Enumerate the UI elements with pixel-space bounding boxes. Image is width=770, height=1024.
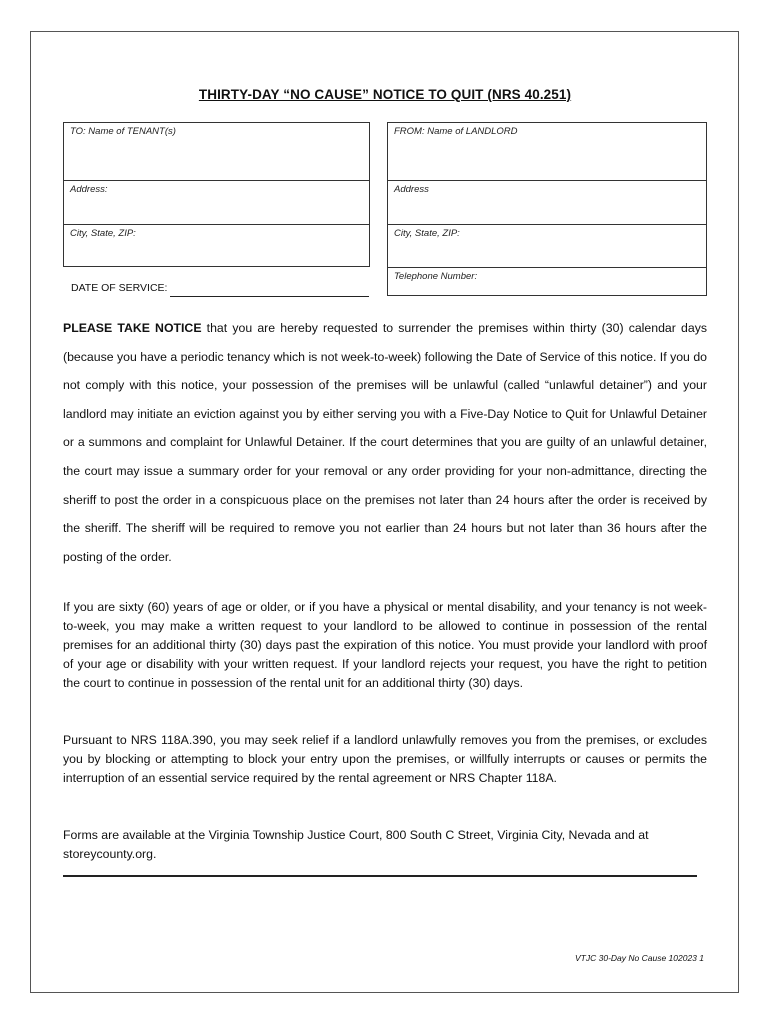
tenant-city-label: City, State, ZIP: (70, 228, 136, 239)
notice-lead: PLEASE TAKE NOTICE (63, 321, 202, 335)
date-of-service-input-line[interactable] (170, 296, 369, 297)
footer-text: VTJC 30-Day No Cause 102023 1 (575, 953, 704, 963)
relief-paragraph: Pursuant to NRS 118A.390, you may seek relief if a landlord unlawfully removes you from the premises, or excludes you by blocking or attempting to block your entry upon the premises, or willfully interrupts or causes or permits the interruption of an essential service required by the rental agreement or NRS Chapter 118A. (63, 733, 707, 785)
landlord-city-label: City, State, ZIP: (394, 228, 460, 239)
tenant-address-label: Address: (70, 184, 108, 195)
landlord-name-field[interactable] (388, 123, 706, 180)
tenant-city-field[interactable] (64, 224, 369, 267)
horizontal-rule (63, 875, 697, 877)
landlord-phone-label: Telephone Number: (394, 271, 478, 282)
landlord-phone-field[interactable] (388, 267, 706, 296)
landlord-address-label: Address (394, 184, 429, 195)
landlord-address-field[interactable] (388, 180, 706, 224)
notice-paragraph (63, 314, 707, 571)
landlord-info-box (387, 122, 707, 296)
tenant-info-box (63, 122, 370, 267)
landlord-city-field[interactable] (388, 224, 706, 267)
date-of-service-label: DATE OF SERVICE: (71, 282, 168, 294)
age-disability-paragraph: If you are sixty (60) years of age or older, or if you have a physical or mental disability, and your tenancy is not week-to-week, you may make a written request to your landlord to be allowed to continue in possession of the rental premises for an additional thirty (30) days past the expiration of this notice. You must provide your landlord with proof of your age or disability with your written request. If your landlord rejects your request, you have the right to petition the court to continue in possession of the rental unit for an additional thirty (30) days. (63, 600, 707, 690)
landlord-name-label: FROM: Name of LANDLORD (394, 126, 518, 137)
notice-body: that you are hereby requested to surrender the premises within thirty (30) calendar days (because you have a periodic tenancy which is not week-to-week) following the Date of Service of this notice. If you do not comply with this notice, your possession of the premises will be unlawful (called “unlawful detainer”) and your landlord may initiate an eviction against you by either serving you with a Five-Day Notice to Quit for Unlawful Detainer or a summons and complaint for Unlawful Detainer. If the court determines that you are guilty of an unlawful detainer, the court may issue a summary order for your removal or any order providing for your non-admittance, directing the sheriff to post the order in a conspicuous place on the premises not later than 24 hours after the order is received by the sheriff. The sheriff will be required to remove you not earlier than 24 hours but not later than 36 hours after the posting of the order. (63, 321, 707, 564)
tenant-name-label: TO: Name of TENANT(s) (70, 126, 176, 137)
tenant-name-field[interactable] (64, 123, 369, 180)
forms-paragraph: Forms are available at the Virginia Township Justice Court, 800 South C Street, Virginia City, Nevada and at storeycounty.org. (63, 828, 649, 861)
tenant-address-field[interactable] (64, 180, 369, 224)
document-title: THIRTY-DAY “NO CAUSE” NOTICE TO QUIT (NRS 40.251) (198, 87, 572, 102)
